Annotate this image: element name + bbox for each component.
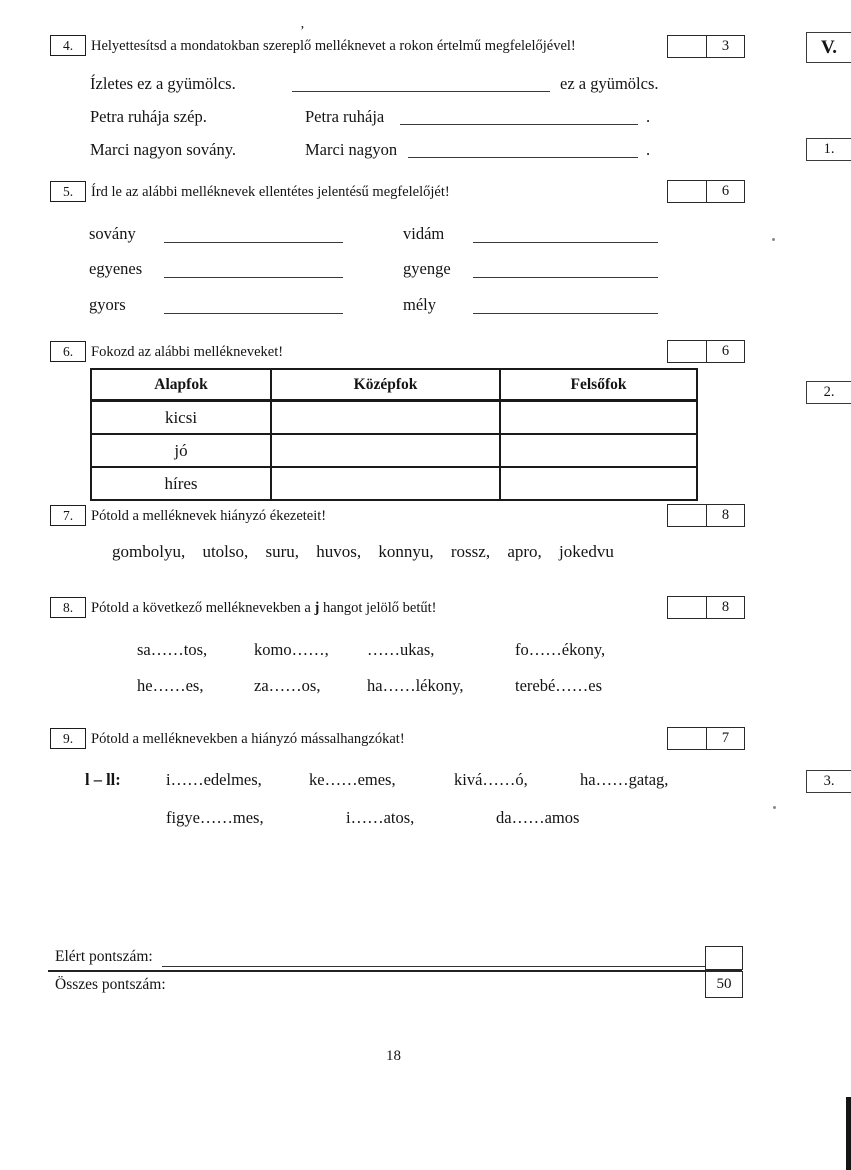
page-number: 18 <box>386 1048 401 1064</box>
task8-item: komo……, <box>254 640 329 659</box>
task9-item: i……edelmes, <box>166 770 262 789</box>
task9-score-box <box>667 727 745 750</box>
task8-item: sa……tos, <box>137 640 208 659</box>
task5-word: mély <box>403 295 436 314</box>
score-value: 3 <box>721 38 730 54</box>
table-cell-base: jó <box>91 434 271 467</box>
task8-item: terebé……es <box>515 676 603 695</box>
task8-item: ……ukas, <box>367 640 435 659</box>
score-blank-cell <box>668 505 707 526</box>
task5-word: sovány <box>89 224 136 243</box>
fill-blank <box>164 242 343 243</box>
task5-title: Írd le az alábbi melléknevek ellentétes jelentésű megfelelőjét! <box>91 184 450 200</box>
fill-blank <box>473 277 658 278</box>
margin-marker-1: 1. <box>806 138 851 161</box>
task6-number-box: 6. <box>50 341 86 362</box>
task7-title: Pótold a melléknevek hiányzó ékezeteit! <box>91 508 327 524</box>
table-cell-base: híres <box>91 467 271 500</box>
task7-score-box <box>667 504 745 527</box>
score-blank-cell <box>668 728 707 749</box>
divider-line-thick <box>48 970 742 972</box>
task6-title: Fokozd az alábbi mellékneveket! <box>91 344 284 360</box>
table-cell-empty <box>271 401 500 435</box>
task5-number-box: 5. <box>50 181 86 202</box>
task5-score-box <box>667 180 745 203</box>
score-value: 7 <box>721 730 730 746</box>
scan-speck <box>773 806 776 809</box>
score-value: 8 <box>721 507 730 523</box>
fill-blank <box>164 277 343 278</box>
achieved-score-box <box>705 946 743 970</box>
task4-sentence-period: . <box>646 107 651 126</box>
fill-blank <box>292 91 550 92</box>
fill-blank <box>400 124 638 125</box>
comparison-table <box>90 368 698 501</box>
print-artifact-mark: ’ <box>300 24 305 39</box>
task9-item: da……amos <box>496 808 580 827</box>
scan-edge-bar <box>846 1097 851 1170</box>
task4-title: Helyettesítsd a mondatokban szereplő melléknevet a rokon értelmű megfelelőjével! <box>91 38 576 54</box>
task9-item: kivá……ó, <box>454 770 528 789</box>
divider-line <box>162 966 705 967</box>
score-blank-cell <box>668 597 707 618</box>
task4-sentence-prefix: Petra ruhája <box>305 107 385 126</box>
task4-sentence-left: Marci nagyon sovány. <box>90 140 237 159</box>
fill-blank <box>164 313 343 314</box>
achieved-score-label: Elért pontszám: <box>55 948 153 965</box>
task4-sentence-prefix: Marci nagyon <box>305 140 398 159</box>
task5-word: egyenes <box>89 259 143 278</box>
table-header-felsofok: Felsőfok <box>500 369 697 401</box>
table-cell-empty <box>271 434 500 467</box>
task8-item: ha……lékony, <box>367 676 464 695</box>
task9-item: ha……gatag, <box>580 770 669 789</box>
task4-sentence-left: Ízletes ez a gyümölcs. <box>90 74 236 93</box>
task8-item: fo……ékony, <box>515 640 606 659</box>
task4-score-box <box>667 35 745 58</box>
margin-marker-2: 2. <box>806 381 851 404</box>
score-value: 6 <box>721 343 730 359</box>
total-score-label: Összes pontszám: <box>55 976 166 993</box>
task8-item: he……es, <box>137 676 204 695</box>
task8-title-pre: Pótold a következő melléknevekben a <box>91 600 315 616</box>
fill-blank <box>408 157 638 158</box>
task8-title-bold-j: j <box>314 600 320 616</box>
task6-score-box <box>667 340 745 363</box>
task5-word: gyors <box>89 295 126 314</box>
table-cell-empty <box>500 467 697 500</box>
task7-number-box: 7. <box>50 505 86 526</box>
task4-sentence-right: ez a gyümölcs. <box>560 74 659 93</box>
margin-section-box: V. <box>806 32 851 63</box>
task8-item: za……os, <box>254 676 321 695</box>
task5-word: vidám <box>403 224 445 243</box>
fill-blank <box>473 313 658 314</box>
score-blank-cell <box>668 36 707 57</box>
table-cell-empty <box>500 401 697 435</box>
task9-item: ke……emes, <box>309 770 396 789</box>
total-score-box: 50 <box>705 971 743 998</box>
table-cell-empty <box>271 467 500 500</box>
task4-number-box: 4. <box>50 35 86 56</box>
score-value: 8 <box>721 599 730 615</box>
task9-letter-label: l – ll: <box>85 770 121 789</box>
task4-sentence-period: . <box>646 140 651 159</box>
table-header-alapfok: Alapfok <box>91 369 271 401</box>
task8-title-post: hangot jelölő betűt! <box>319 600 437 616</box>
table-cell-empty <box>500 434 697 467</box>
task9-number-box: 9. <box>50 728 86 749</box>
score-blank-cell <box>668 341 707 362</box>
fill-blank <box>473 242 658 243</box>
table-cell-base: kicsi <box>91 401 271 435</box>
score-value: 6 <box>721 183 730 199</box>
task7-word-list: gombolyu, utolso, suru, huvos, konnyu, rossz, apro, jokedvu <box>112 542 614 561</box>
scan-speck <box>772 238 775 241</box>
task9-item: figye……mes, <box>166 808 264 827</box>
task8-score-box <box>667 596 745 619</box>
table-header-kozepfok: Középfok <box>271 369 500 401</box>
margin-marker-3: 3. <box>806 770 851 793</box>
task4-sentence-left: Petra ruhája szép. <box>90 107 207 126</box>
task9-item: i……atos, <box>346 808 415 827</box>
task8-title <box>91 600 437 617</box>
score-blank-cell <box>668 181 707 202</box>
task5-word: gyenge <box>403 259 451 278</box>
task9-title: Pótold a melléknevekben a hiányzó mássalhangzókat! <box>91 731 405 747</box>
task8-number-box: 8. <box>50 597 86 618</box>
